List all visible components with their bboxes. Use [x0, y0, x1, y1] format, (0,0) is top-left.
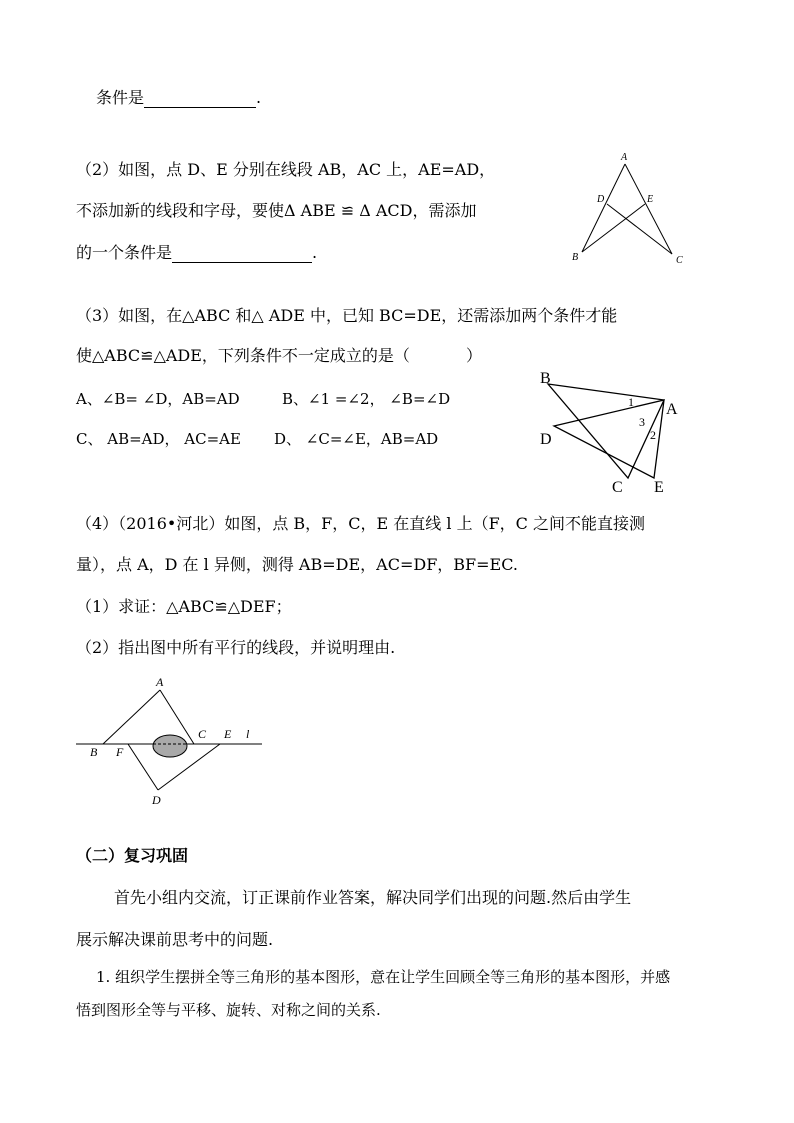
q4-line1: （4）（2016•河北）如图，点 B，F，C，E 在直线 l 上（F，C 之间不能直接测 — [76, 514, 646, 533]
q2-label-c: C — [676, 255, 683, 266]
q3-option-a[interactable]: A、∠B= ∠D，AB=AD — [76, 390, 240, 408]
q4-sub1: （1）求证：△ABC≌△DEF； — [76, 597, 292, 616]
section2-para1-line1: 首先小组内交流，订正课前作业答案，解决同学们出现的问题.然后由学生 — [114, 888, 632, 907]
q2-line3-suffix: . — [312, 243, 318, 262]
q3-triangle-abc — [548, 384, 664, 478]
q4-label-d: D — [152, 793, 161, 807]
q4-segment-ab — [103, 690, 160, 744]
q4-figure — [70, 672, 270, 812]
q2-answer-blank[interactable] — [172, 245, 312, 263]
q2-line2: 不添加新的线段和字母，要使Δ ABE ≌ Δ ACD，需添加 — [76, 201, 477, 220]
q1-tail-line — [96, 88, 261, 108]
q3-option-c[interactable]: C、 AB=AD， AC=AE — [76, 430, 241, 448]
q3-option-d[interactable]: D、 ∠C=∠E，AB=AD — [274, 430, 439, 448]
q4-label-l: l — [246, 727, 250, 741]
q4-label-e: E — [224, 727, 232, 741]
q4-obstacle-ellipse — [153, 735, 187, 757]
section2-item1-line1: 1. 组织学生摆拼全等三角形的基本图形，意在让学生回顾全等三角形的基本图形，并感 — [96, 968, 671, 986]
q3-label-d: D — [540, 431, 552, 448]
q3-label-b: B — [540, 370, 551, 387]
q4-label-f: F — [116, 745, 124, 759]
q1-answer-blank[interactable] — [144, 90, 256, 108]
q1-tail-suffix: . — [256, 88, 262, 107]
q4-segment-fd — [128, 744, 158, 790]
q2-line3-prefix: 的一个条件是 — [76, 243, 173, 262]
section2-para1-line2: 展示解决课前思考中的问题. — [76, 930, 274, 949]
q2-label-e: E — [647, 194, 654, 205]
q4-label-b: B — [90, 745, 98, 759]
q2-label-b: B — [572, 252, 579, 263]
q3-label-a: A — [666, 401, 678, 418]
q4-sub2: （2）指出图中所有平行的线段，并说明理由. — [76, 638, 396, 657]
q2-segment-be — [582, 204, 645, 252]
q3-line1: （3）如图，在△ABC 和△ ADE 中，已知 BC=DE，还需添加两个条件才能 — [76, 306, 618, 325]
q1-tail-prefix: 条件是 — [96, 88, 145, 107]
q3-angle-3: 3 — [639, 415, 645, 429]
q3-angle-2: 2 — [650, 428, 656, 442]
q4-label-a: A — [156, 675, 164, 689]
q3-label-e: E — [654, 479, 664, 496]
q3-angle-1: 1 — [628, 395, 634, 409]
q4-label-c: C — [198, 727, 207, 741]
q3-line2-suffix: ） — [465, 346, 482, 365]
q2-segment-ab — [582, 164, 625, 252]
q2-label-a: A — [621, 152, 628, 163]
q4-line2: 量），点 A，D 在 l 异侧，测得 AB=DE，AC=DF，BF=EC. — [76, 555, 518, 574]
q2-figure — [560, 150, 700, 270]
q2-segment-cd — [607, 204, 672, 254]
q3-label-c: C — [612, 479, 623, 496]
q3-line2-prefix: 使△ABC≌△ADE，下列条件不一定成立的是（ — [76, 346, 410, 365]
section2-item1-line2: 悟到图形全等与平移、旋转、对称之间的关系. — [76, 1001, 381, 1019]
section2-heading: （二）复习巩固 — [76, 846, 189, 865]
q2-line3 — [76, 243, 317, 263]
q2-label-d: D — [597, 194, 605, 205]
q3-figure — [536, 364, 696, 494]
q3-triangle-ade — [554, 400, 664, 478]
q2-line1: （2）如图，点 D、E 分别在线段 AB，AC 上，AE=AD， — [76, 160, 496, 179]
q3-option-b[interactable]: B、∠1 =∠2， ∠B=∠D — [282, 390, 451, 408]
q3-line2 — [76, 346, 482, 366]
q2-segment-ac — [625, 164, 672, 254]
